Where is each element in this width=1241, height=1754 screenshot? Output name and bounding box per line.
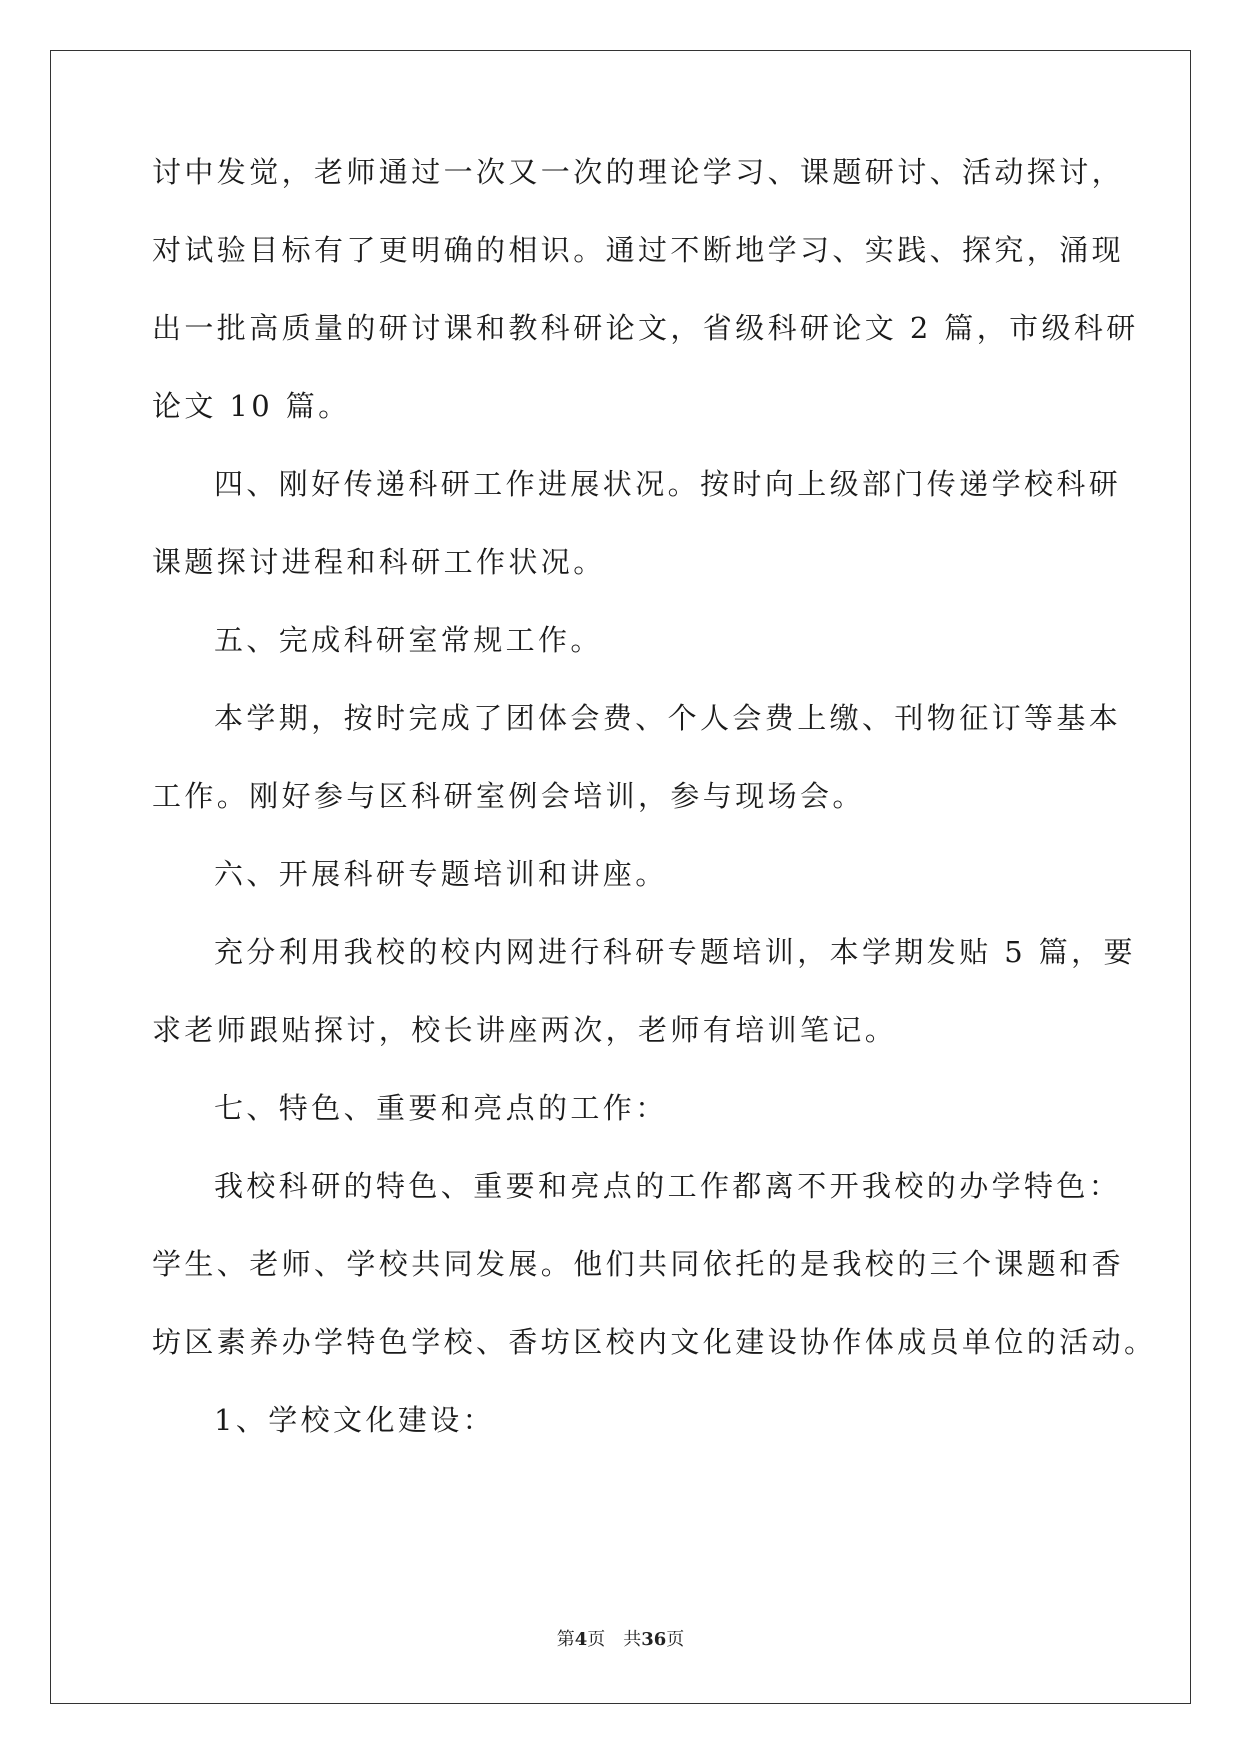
text-line: 求老师跟贴探讨，校长讲座两次，老师有培训笔记。 <box>152 1013 898 1047</box>
total-suffix: 页 <box>666 1629 685 1650</box>
page-prefix: 第 <box>556 1629 575 1650</box>
text-line: 我校科研的特色、重要和亮点的工作都离不开我校的办学特色： <box>214 1169 1122 1203</box>
total-prefix: 共 <box>623 1629 642 1650</box>
section-heading-4: 四、刚好传递科研工作进展状况。按时向上级部门传递学校科研 <box>214 467 1122 501</box>
text-line: 出一批高质量的研讨课和教科研论文，省级科研论文 2 篇，市级科研 <box>152 311 1139 345</box>
text-line: 课题探讨进程和科研工作状况。 <box>152 545 606 579</box>
text-line: 工作。刚好参与区科研室例会培训，参与现场会。 <box>152 779 865 813</box>
text-line: 本学期，按时完成了团体会费、个人会费上缴、刊物征订等基本 <box>214 701 1122 735</box>
subsection-heading-1: 1、学校文化建设： <box>214 1403 496 1437</box>
text-line: 坊区素养办学特色学校、香坊区校内文化建设协作体成员单位的活动。 <box>152 1325 1157 1359</box>
page-number: 4 <box>574 1629 588 1650</box>
text-line: 讨中发觉，老师通过一次又一次的理论学习、课题研讨、活动探讨， <box>152 155 1125 189</box>
section-heading-6: 六、开展科研专题培训和讲座。 <box>214 857 668 891</box>
total-pages: 36 <box>641 1629 667 1650</box>
section-heading-5: 五、完成科研室常规工作。 <box>214 623 603 657</box>
page-suffix: 页 <box>587 1629 606 1650</box>
text-line: 对试验目标有了更明确的相识。通过不断地学习、实践、探究，涌现 <box>152 233 1125 267</box>
section-heading-7: 七、特色、重要和亮点的工作： <box>214 1091 668 1125</box>
text-line: 充分利用我校的校内网进行科研专题培训，本学期发贴 5 篇，要 <box>214 935 1136 969</box>
text-line: 论文 10 篇。 <box>152 389 351 423</box>
text-line: 学生、老师、学校共同发展。他们共同依托的是我校的三个课题和香 <box>152 1247 1125 1281</box>
page-footer <box>0 1628 1241 1652</box>
